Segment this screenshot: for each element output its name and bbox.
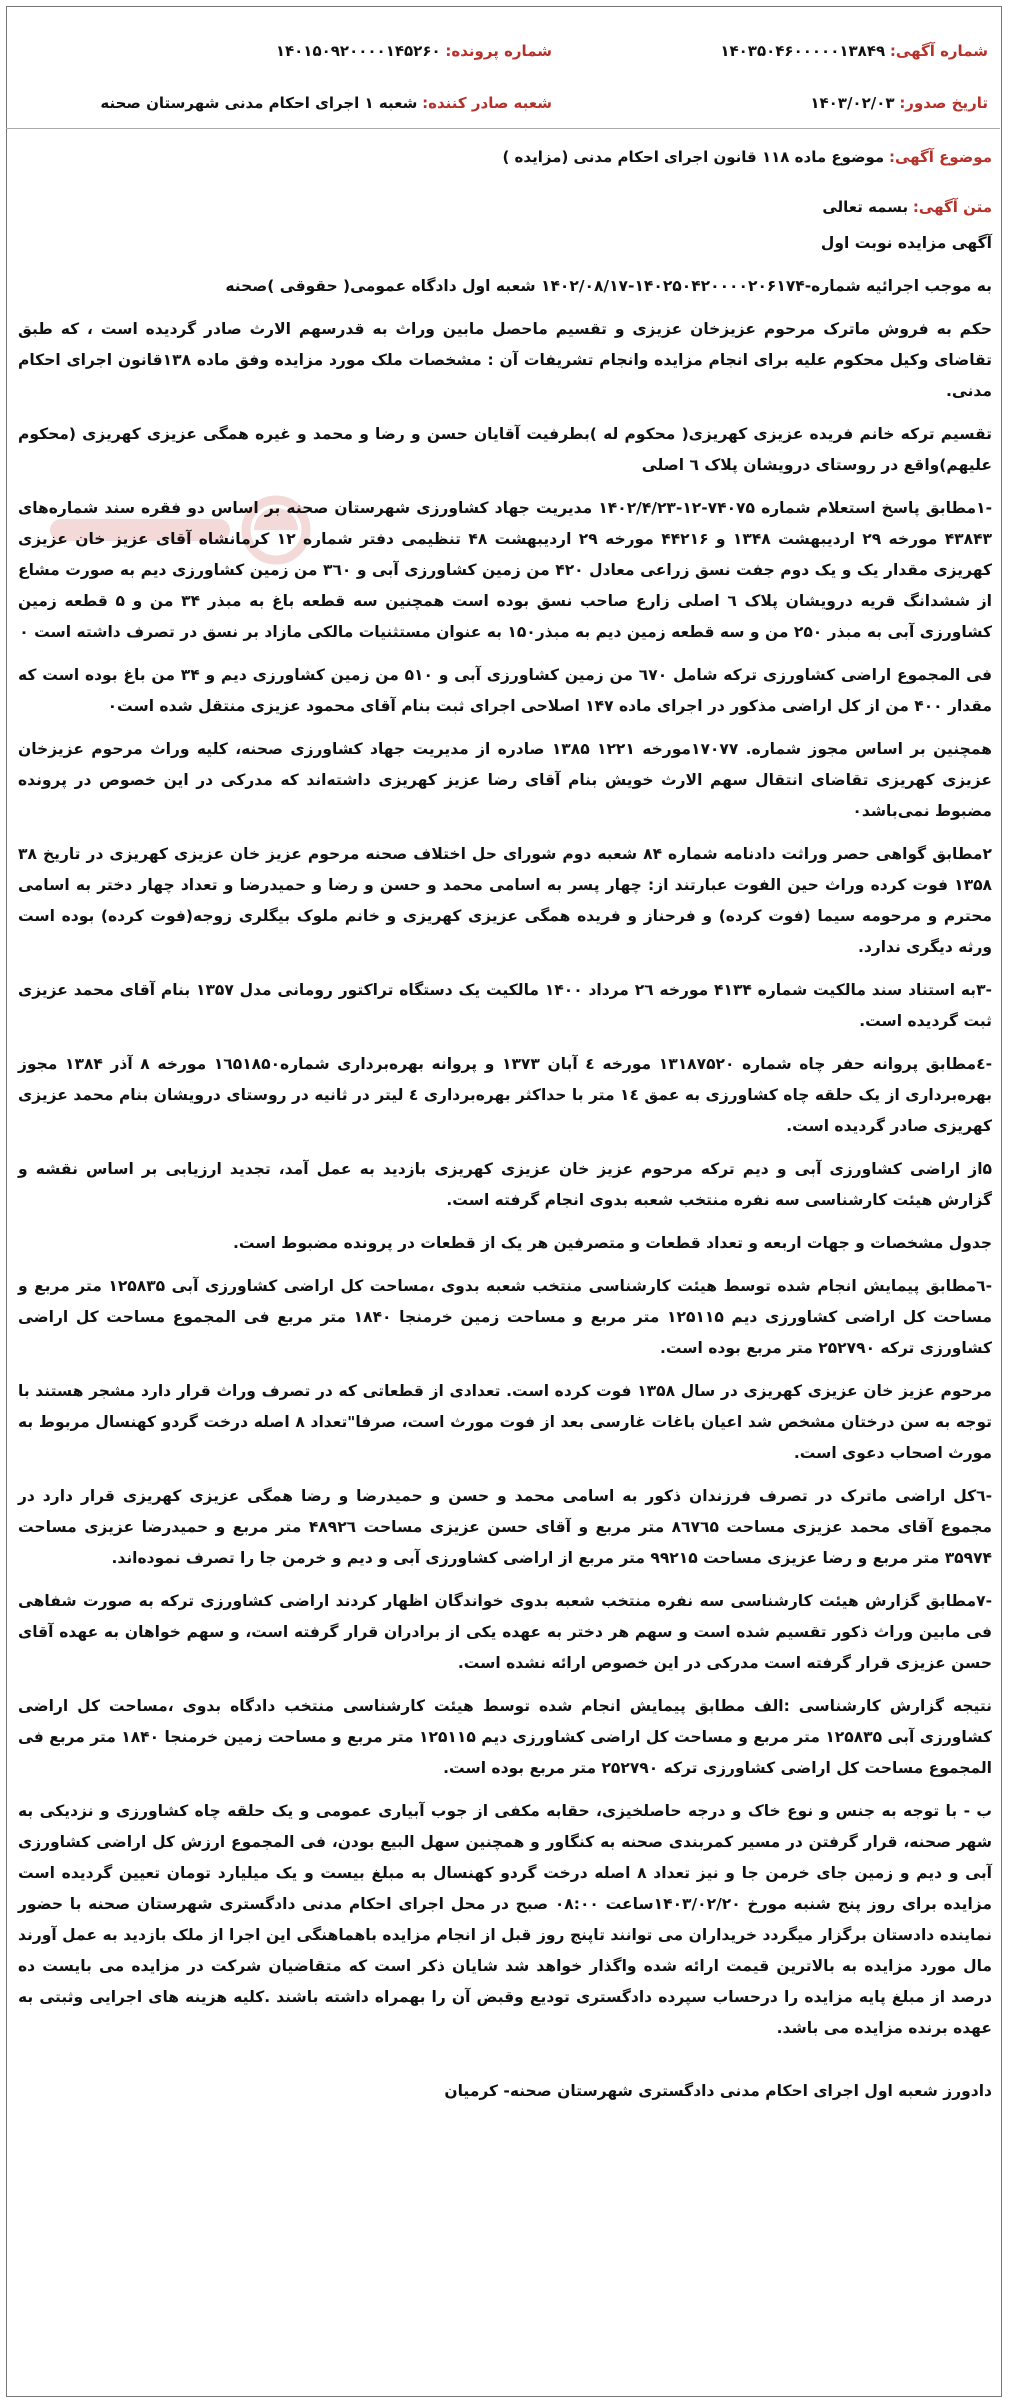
paragraph: -٤مطابق پروانه حفر چاه شماره ۱۳۱۸۷۵۲۰ مورخه ٤ آبان ۱۳۷۳ و پروانه بهره‌برداری شماره۱٦۵۱۸۵۰ مورخه ۸ آذر ۱۳۸۴ مجوز بهره‌برداری از یک حلقه چاه کشاورزی به عمق ۱٤ متر با حداکثر بهره‌برداری ٤ لیتر در ثانیه در روستای درویشان بنام محمد عزیزی کهریزی صادر گردیده است. [18,1055,993,1135]
paragraph: حکم به فروش ماترک مرحوم عزیزخان عزیزی و تقسیم ماحصل مابین وراث به قدرسهم الارث صادر گردیده است ، که طبق تقاضای وکیل محکوم علیه برای انجام مزایده وانجام تشریفات آن : مشخصات ملک مورد مزایده وفق ماده ۱۳۸قانون اجرای احکام مدنی. [18,320,993,400]
issue-date-label: تاریخ صدور: [899,94,988,112]
paragraph: ۲مطابق گواهی حصر وراثت دادنامه شماره ۸۴ شعبه دوم شورای حل اختلاف صحنه مرحوم عزیز خان عزیزی کهریزی در تاریخ ۳۸ ۱۳۵۸ فوت کرده وراث حین الفوت عبارتند از: چهار پسر به اسامی محمد و حسن و رضا و حمیدرضا و تعداد چهار دختر به اسامی محترم و مرحومه سیما (فوت کرده) و فرحناز و فریده همگی عزیزی کهریزی و خانم ملوک بیگلری زوجه(فوت کرده) بوده است ورثه دیگری ندارد. [18,845,993,956]
paragraph: -٦کل اراضی ماترک در تصرف فرزندان ذکور به اسامی محمد و حسن و حمیدرضا و رضا همگی عزیزی کهریزی قرار دارد در مجموع آقای محمد عزیزی مساحت ۸٦۷٦۵ متر مربع و آقای حسن عزیزی مساحت ۴۸۹۲٦ متر مربع و حمیدرضا عزیزی مساحت ۳۵۹۷۴ متر مربع و رضا عزیزی مساحت ۹۹۲۱۵ متر مربع از اراضی کشاورزی آبی و دیم و خرمن جا را تصرف نموده‌اند. [18,1487,992,1567]
text-label [18,192,992,222]
paragraph: آگهی مزایده نوبت اول [820,234,992,252]
file-number-value: ۱۴۰۱۵۰۹۲۰۰۰۰۱۴۵۲۶۰ [275,42,441,60]
issuer-field [100,94,552,112]
issuer-label: شعبه صادر کننده: [422,94,552,112]
paragraph: به موجب اجرائیه شماره-۱۴۰۲۵۰۴۲۰۰۰۰۲۰۶۱۷۴-۱۴۰۲/۰۸/۱۷ شعبه اول دادگاه عمومی( حقوقی )صحنه [225,277,992,295]
paragraph: -٦مطابق پیمایش انجام شده توسط هیئت کارشناسی منتخب شعبه بدوی ،مساحت کل اراضی کشاورزی آبی ۱۲۵۸۳۵ متر مربع و مساحت کل اراضی کشاورزی دیم ۱۲۵۱۱۵ متر مربع و مساحت زمین خرمنجا ۱۸۴۰ متر مربع فی المجموع مساحت کل اراضی کشاورزی ترکه ۲۵۲۷۹۰ متر مربع بوده است. [18,1277,992,1357]
subject-value: موضوع ماده ۱۱۸ قانون اجرای احکام مدنی (مزایده ) [502,148,885,166]
file-number-label: شماره پرونده: [445,42,552,60]
paragraph: نتیجه گزارش کارشناسی :الف مطابق پیمایش انجام شده توسط هیئت کارشناسی منتخب دادگاه بدوی ،مساحت کل اراضی کشاورزی آبی ۱۲۵۸۳۵ متر مربع و مساحت کل اراضی کشاورزی دیم ۱۲۵۱۱۵ متر مربع و مساحت زمین خرمنجا ۱۸۴۰ متر مربع فی المجموع مساحت کل اراضی کشاورزی ترکه ۲۵۲۷۹۰ متر مربع بوده است. [18,1697,993,1777]
signature: دادورز شعبه اول اجرای احکام مدنی دادگستری شهرستان صحنه- کرمیان [444,2082,992,2100]
paragraph: ۵از اراضی کشاورزی آبی و دیم ترکه مرحوم عزیز خان عزیزی کهریزی بازدید به عمل آمد، تجدید ارزیابی بر اساس نقشه و گزارش هیئت کارشناسی سه نفره منتخب شعبه بدوی انجام گرفته است. [18,1160,992,1209]
subject-label: موضوع آگهی: [888,148,992,166]
ad-number-field [720,42,988,60]
paragraph: -۳به استناد سند مالکیت شماره ۴۱۳۴ مورخه ۲٦ مرداد ۱۴۰۰ مالکیت یک دستگاه تراکتور رومانی مدل ۱۳۵۷ بنام آقای محمد عزیزی ثبت گردیده است. [18,981,992,1030]
ad-number-value: ۱۴۰۳۵۰۴۶۰۰۰۰۰۱۳۸۴۹ [720,42,886,60]
paragraph: مرحوم عزیز خان عزیزی کهریزی در سال ۱۳۵۸ فوت کرده است. تعدادی از قطعاتی که در تصرف وراث قرار دارد مشجر هستند با توجه به سن درختان مشخص شد اعیان باغات غارسی بعد از فوت مورث است، صرفا"تعداد ۸ اصله درخت گردو کهنسال مربوط به مورث اصحاب دعوی است. [18,1382,992,1462]
file-number-field [276,42,552,60]
paragraph: فی المجموع اراضی کشاورزی ترکه شامل ٦۷۰ من زمین کشاورزی آبی و ۵۱۰ من زمین کشاورزی دیم و ۳۴ من باغ بوده است که مقدار ۴۰۰ من از کل اراضی مذکور در اجرای ماده ۱۴۷ اصلاحی اجرای ثبت بنام آقای محمود عزیزی منتقل شده است۰ [18,666,992,715]
subject [502,148,992,166]
issuer-value: شعبه ۱ اجرای احکام مدنی شهرستان صحنه [100,94,418,112]
issue-date-field [810,94,988,112]
paragraph: ب - با توجه به جنس و نوع خاک و درجه حاصلخیزی، حقابه مکفی از جوب آبیاری عمومی و یک حلقه چاه کشاورزی و نزدیکی به شهر صحنه، قرار گرفتن در مسیر کمربندی صحنه به کنگاور و همچنین سهل البیع بودن، فی المجموع ارزش کل اراضی کشاورزی آبی و دیم و زمین جای خرمن جا و نیز تعداد ۸ اصله درخت گردو کهنسال به مبلغ بیست و یک میلیارد تومان تعیین گردیده است مزایده برای روز پنج شنبه مورخ ۱۴۰۳/۰۲/۲۰ساعت ۰۸:۰۰ صبح در محل اجرای احکام مدنی دادگستری شهرستان صحنه با حضور نماینده دادستان برگزار میگردد خریداران می توانند تاپنج روز قبل از انجام مزایده باهماهنگی این اجرا از ملک بازدید به عمل آورند مال مورد مزایده به بالاترین قیمت ارائه شده واگذار خواهد شد شایان ذکر است که متقاضیان شرکت در مزایده می بایست ده درصد از مبلغ پایه مزایده را درحساب سپرده دادگستری تودیع وقبض آن را بهمراه داشته باشند .کلیه هزینه های اجرایی وثبتی به عهده برنده مزایده می باشد. [18,1802,992,2037]
ad-number-label: شماره آگهی: [889,42,988,60]
paragraph: جدول مشخصات و جهات اربعه و تعداد قطعات و متصرفین هر یک از قطعات در پرونده مضبوط است. [233,1234,992,1252]
announcement-body [18,192,992,2107]
text-label-value: بسمه تعالی [822,198,909,216]
paragraph: -۱مطابق پاسخ استعلام شماره ۷۴۰۷۵-۱۲-۱۴۰۲/۴/۲۳ مدیریت جهاد کشاورزی شهرستان صحنه بر اساس دو فقره سند شماره‌های ۴۳۸۴۳ مورخه ۲۹ اردیبهشت ۱۳۴۸ و ۴۴۲۱۶ مورخه ۲۹ اردیبهشت ۴۸ تنظیمی دفتر شماره ۱۲ کرمانشاه آقای عزیز خان عزیزی کهریزی مقدار یک و یک دوم جفت نسق زراعی معادل ۴۲۰ من زمین کشاورزی آبی و ۳٦۰ من زمین کشاورزی دیم به صورت مشاع از ششدانگ قریه درویشان پلاک ٦ اصلی زارع صاحب نسق بوده است همچنین سه قطعه باغ به مبذر ۳۴ من و ۵ قطعه زمین کشاورزی آبی به مبذر ۲۵۰ من و سه قطعه زمین دیم به مبذر۱۵۰ به عنوان مستثنیات مالکی مازاد بر نسق در تصرف داشته است ۰ [18,499,992,641]
paragraph: همچنین بر اساس مجوز شماره. ۱۷۰۷۷مورخه ۱۲۲۱ ۱۳۸۵ صادره از مدیریت جهاد کشاورزی صحنه، کلیه وراث مرحوم عزیزخان عزیزی کهریزی تقاضای انتقال سهم الارث خویش بنام آقای رضا عزیز کهریزی داشته‌اند که مدرکی در این خصوص در پرونده مضبوط نمی‌باشد۰ [18,740,992,820]
issue-date-value: ۱۴۰۳/۰۲/۰۳ [810,94,895,112]
text-label-title: متن آگهی: [912,198,992,216]
header [6,6,1000,129]
paragraph: تقسیم ترکه خانم فریده عزیزی کهریزی( محکوم له )بطرفیت آقایان حسن و رضا و محمد و غیره همگی عزیزی کهریزی (محکوم علیهم)واقع در روستای درویشان پلاک ٦ اصلی [18,425,992,474]
paragraph: -۷مطابق گزارش هیئت کارشناسی سه نفره منتخب شعبه بدوی خواندگان اظهار کردند اراضی کشاورزی ترکه به صورت شفاهی فی مابین وراث ذکور تقسیم شده است و سهم هر دختر به عهده یکی از برادران قرار گرفته است، و سهم خواهان به عهده آقای حسن عزیزی قرار گرفته است مدرکی در این خصوص ارائه نشده است. [18,1592,992,1672]
